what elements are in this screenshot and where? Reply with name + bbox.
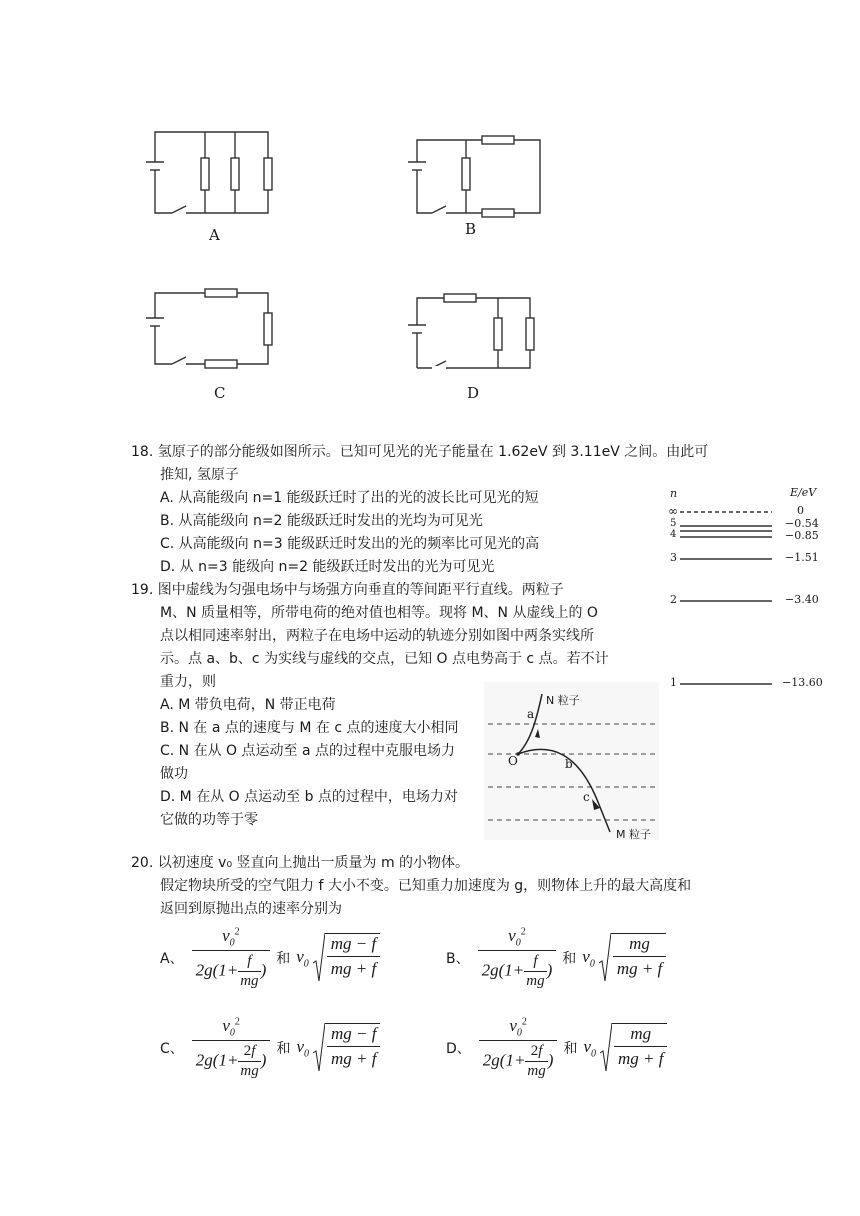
q18-stem-line1: 18. 氢原子的部分能级如图所示。已知可见光的光子能量在 1.62eV 到 3.11eV 之间。由此可 bbox=[131, 444, 709, 460]
q20-option-c-speed: $\frac{mg - f}{mg + f}$ bbox=[313, 1023, 380, 1073]
q20-option-a-and: 和 bbox=[276, 951, 291, 968]
q19-option-a: A. M 带负电荷，N 带正电荷 bbox=[160, 697, 336, 713]
energy-level-n3: 3 bbox=[670, 551, 677, 564]
q20-stem-line3: 返回到原抛出点的速率分别为 bbox=[160, 901, 342, 917]
circuit-diagrams bbox=[0, 0, 860, 420]
field-label-c: c bbox=[583, 790, 590, 804]
q20-option-c-coef: 2f bbox=[243, 1043, 256, 1060]
q18-stem-line2: 推知, 氢原子 bbox=[160, 467, 239, 483]
q20-stem-line1: 20. 以初速度 v₀ 竖直向上抛出一质量为 m 的小物体。 bbox=[131, 855, 470, 871]
energy-level-e1: −13.60 bbox=[782, 676, 823, 689]
circuit-c bbox=[146, 289, 272, 368]
field-label-m-particle: M 粒子 bbox=[616, 828, 651, 841]
q19-option-d-line1: D. M 在从 O 点运动至 b 点的过程中，电场力对 bbox=[160, 789, 458, 805]
q20-option-b-and: 和 bbox=[562, 951, 577, 968]
q20-option-a-speed: $\frac{mg - f}{mg + f}$ bbox=[313, 933, 380, 983]
energy-level-e4: −0.85 bbox=[785, 529, 819, 542]
q18-option-d: D. 从 n=3 能级向 n=2 能级跃迁时发出的光为可见光 bbox=[160, 559, 495, 575]
q20-option-a-letter: A、 bbox=[160, 951, 184, 968]
q18-option-a: A. 从高能级向 n=1 能级跃迁时了出的光的波长比可见光的短 bbox=[160, 490, 539, 506]
q20-option-c-letter: C、 bbox=[160, 1041, 184, 1058]
q20-option-d-height: $v_0^2$ 2g(1+ $\frac{2f}{mg}$ ) bbox=[479, 1016, 558, 1080]
q19-option-b: B. N 在 a 点的速度与 M 在 c 点的速度大小相同 bbox=[160, 720, 459, 736]
circuit-d bbox=[408, 294, 534, 368]
circuit-label-c: C bbox=[214, 384, 226, 402]
energy-level-e3: −1.51 bbox=[785, 551, 819, 564]
energy-level-n1: 1 bbox=[670, 676, 677, 689]
energy-n-header: n bbox=[670, 487, 678, 500]
q19-option-c-line2: 做功 bbox=[160, 766, 188, 782]
q20-option-d-and: 和 bbox=[563, 1041, 578, 1058]
field-label-o: O bbox=[508, 754, 518, 768]
circuit-label-b: B bbox=[465, 220, 477, 238]
q18-option-b: B. 从高能级向 n=2 能级跃迁时发出的光均为可见光 bbox=[160, 513, 483, 529]
q20-option-b: B、 $v_0^2$ 2g(1+ $\frac{f}{mg}$ ) 和 $v_0$ $\frac{mg}{mg + f}$ bbox=[446, 926, 666, 990]
energy-level-e-inf: 0 bbox=[797, 504, 804, 517]
circuit-a bbox=[146, 132, 272, 213]
circuit-label-a: A bbox=[209, 226, 220, 244]
energy-level-e2: −3.40 bbox=[785, 593, 819, 606]
q20-option-b-letter: B、 bbox=[446, 951, 470, 968]
q19-stem-line2: M、N 质量相等，所带电荷的绝对值也相等。现将 M、N 从虚线上的 O bbox=[160, 605, 598, 621]
energy-level-n4: 4 bbox=[670, 529, 677, 540]
q19-stem-line1: 19. 图中虚线为匀强电场中与场强方向垂直的等间距平行直线。两粒子 bbox=[131, 582, 564, 598]
q18-option-c: C. 从高能级向 n=3 能级跃迁时发出的光的频率比可见光的高 bbox=[160, 536, 540, 552]
energy-level-n-inf: ∞ bbox=[668, 504, 678, 518]
q19-option-c-line1: C. N 在从 O 点运动至 a 点的过程中克服电场力 bbox=[160, 743, 455, 759]
q19-option-d-line2: 它做的功等于零 bbox=[160, 812, 258, 828]
q20-option-a: A、 $v_0^2$ 2g(1+ $\frac{f}{mg}$ ) 和 $v_0$ $\frac{mg - f}{mg + f}$ bbox=[160, 926, 380, 990]
q20-option-d-letter: D、 bbox=[446, 1041, 471, 1058]
energy-level-n5: 5 bbox=[670, 518, 677, 529]
field-label-a: a bbox=[527, 707, 535, 721]
q20-option-c: C、 $v_0^2$ 2g(1+ $\frac{2f}{mg}$ ) 和 $v_0$ $\frac{mg - f}{mg + f}$ bbox=[160, 1016, 380, 1080]
field-label-b: b bbox=[565, 757, 573, 771]
q20-option-c-height: $v_0^2$ 2g(1+ $\frac{2f}{mg}$ ) bbox=[192, 1016, 271, 1080]
q19-stem-line3: 点以相同速率射出，两粒子在电场中运动的轨迹分别如图中两条实线所 bbox=[160, 628, 594, 644]
energy-level-e5: −0.54 bbox=[785, 517, 819, 530]
q19-stem-line4: 示。点 a、b、c 为实线与虚线的交点，已知 O 点电势高于 c 点。若不计 bbox=[160, 651, 609, 667]
q20-option-d-speed: $\frac{mg}{mg + f}$ bbox=[600, 1023, 667, 1073]
field-label-n-particle: N 粒子 bbox=[546, 694, 580, 707]
q20-option-a-height: $v_0^2$ 2g(1+ $\frac{f}{mg}$ ) bbox=[192, 926, 271, 990]
energy-level-diagram bbox=[660, 484, 830, 694]
q20-option-b-speed: $\frac{mg}{mg + f}$ bbox=[599, 933, 666, 983]
q20-option-b-height: $v_0^2$ 2g(1+ $\frac{f}{mg}$ ) bbox=[478, 926, 557, 990]
q20-option-c-and: 和 bbox=[276, 1041, 291, 1058]
circuit-b bbox=[408, 136, 540, 217]
q20-stem-line2: 假定物块所受的空气阻力 f 大小不变。已知重力加速度为 g，则物体上升的最大高度和 bbox=[160, 878, 692, 894]
q20-option-d: D、 $v_0^2$ 2g(1+ $\frac{2f}{mg}$ ) 和 $v_0$ $\frac{mg}{mg + f}$ bbox=[446, 1016, 667, 1080]
q19-stem-line5: 重力，则 bbox=[160, 674, 216, 690]
energy-level-n2: 2 bbox=[670, 593, 677, 606]
circuit-label-d: D bbox=[467, 384, 480, 402]
energy-e-header: E/eV bbox=[790, 486, 817, 499]
q20-option-d-coef: 2f bbox=[530, 1043, 543, 1060]
q20-option-b-coef: f bbox=[533, 953, 538, 970]
q20-option-a-coef: f bbox=[247, 953, 252, 970]
